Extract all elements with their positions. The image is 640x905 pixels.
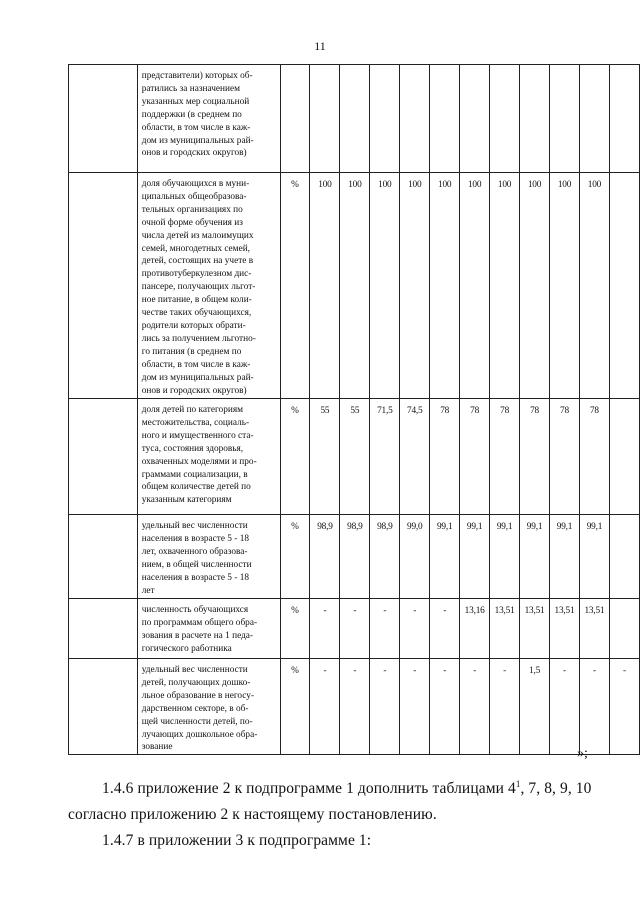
value-cell: 100 [400, 173, 430, 399]
row-number-cell [69, 515, 138, 599]
value-cell [609, 173, 639, 399]
value-cell: - [430, 599, 460, 659]
value-cell [400, 65, 430, 173]
indicator-name-line: пансере, получающих льгот- [141, 282, 256, 293]
paragraph-1-4-6 [102, 780, 592, 798]
value-cell: 13,51 [490, 599, 520, 659]
value-cell: - [370, 659, 400, 755]
value-cell: 100 [579, 173, 609, 399]
value-cell: - [400, 599, 430, 659]
indicator-name-line: ного и имущественного ста- [141, 430, 254, 441]
row-number-cell [69, 659, 138, 755]
indicator-name-cell [137, 659, 280, 755]
value-cell: 100 [370, 173, 400, 399]
value-cell: - [340, 599, 370, 659]
indicator-name-line: области, в том числе в каж- [141, 359, 251, 370]
value-cell: 13,51 [520, 599, 550, 659]
closing-quote: »; [577, 746, 588, 761]
value-cell: 1,5 [520, 659, 550, 755]
value-cell: - [370, 599, 400, 659]
paragraph-1-4-6-text: 1.4.6 приложение 2 к подпрограмме 1 дополнить таблицами 4 [102, 780, 516, 797]
value-cell: 100 [460, 173, 490, 399]
value-cell: 99,1 [550, 515, 580, 599]
value-cell [609, 599, 639, 659]
row-number-cell [69, 65, 138, 173]
value-cell: - [490, 659, 520, 755]
value-cell: 78 [520, 399, 550, 515]
indicator-name-line: нием, в общей численности [141, 559, 252, 570]
indicators-table-body [69, 65, 640, 755]
indicator-name-line: зования в расчете на 1 педа- [141, 630, 254, 641]
value-cell [609, 515, 639, 599]
indicator-name-line: указанным категориям [141, 495, 232, 506]
value-cell [460, 65, 490, 173]
indicator-name-line: граммами социализации, в [141, 469, 248, 480]
indicator-name-line: общем количестве детей по [141, 482, 251, 493]
value-cell: 78 [430, 399, 460, 515]
unit-cell: % [280, 399, 310, 515]
value-cell: 55 [340, 399, 370, 515]
indicator-name-line: указанных мер социальной [141, 96, 250, 107]
indicator-name-line: представители) которых об- [141, 71, 253, 81]
paragraph-1-4-7: 1.4.7 в приложении 3 к подпрограмме 1: [102, 832, 372, 849]
indicator-name-line: тельных организациях по [141, 204, 243, 215]
indicator-name-line: детей, получающих дошко- [141, 677, 251, 688]
value-cell: - [430, 659, 460, 755]
indicator-name-line: детей, состоящих на учете в [141, 256, 254, 267]
indicator-name-line: онов и городских округов) [141, 148, 247, 159]
value-cell: 100 [550, 173, 580, 399]
indicator-name-line: родители которых обрати- [141, 320, 246, 331]
value-cell: 55 [310, 399, 340, 515]
indicator-name-line: противотуберкулезном дис- [141, 269, 252, 280]
superscript: 1 [515, 779, 521, 789]
value-cell: 100 [310, 173, 340, 399]
value-cell: 13,16 [460, 599, 490, 659]
indicator-name-line: доля детей по категориям [141, 405, 243, 415]
value-cell: - [579, 659, 609, 755]
indicator-name-line: лет, охваченного образова- [141, 546, 248, 557]
value-cell: 71,5 [370, 399, 400, 515]
value-cell: 99,1 [520, 515, 550, 599]
value-cell: 99,1 [490, 515, 520, 599]
indicator-name-line: области, в том числе в каж- [141, 122, 251, 133]
value-cell [579, 65, 609, 173]
value-cell [370, 65, 400, 173]
table-row [69, 659, 640, 755]
indicator-name-line: лись за получением льготно- [141, 333, 256, 344]
indicator-name-cell [137, 173, 280, 399]
indicator-name-line: щей численности детей, по- [141, 716, 253, 727]
indicator-name-line: местожительства, социаль- [141, 417, 250, 428]
page-number: 11 [314, 39, 326, 53]
value-cell: 98,9 [310, 515, 340, 599]
table-row [69, 399, 640, 515]
indicator-name-line: поддержки (в среднем по [141, 109, 242, 120]
value-cell: - [310, 599, 340, 659]
value-cell [550, 65, 580, 173]
table-row [69, 515, 640, 599]
indicator-name-cell [137, 599, 280, 659]
value-cell: 99,0 [400, 515, 430, 599]
indicator-name-line: лучающих дошкольное обра- [141, 729, 258, 740]
value-cell [340, 65, 370, 173]
value-cell: 78 [490, 399, 520, 515]
value-cell: 100 [520, 173, 550, 399]
unit-cell: % [280, 659, 310, 755]
indicator-name-line: честве таких обучающихся, [141, 308, 252, 319]
value-cell [609, 65, 639, 173]
indicator-name-line: ратились за назначением [141, 83, 241, 94]
indicator-name-line: зование [141, 742, 173, 753]
indicator-name-cell [137, 515, 280, 599]
indicator-name-line: доля обучающихся в муни- [141, 179, 250, 189]
indicator-name-line: численность обучающихся [141, 605, 249, 615]
paragraph-1-4-6-continued: согласно приложению 2 к настоящему постановлению. [68, 806, 437, 823]
paragraph-1-4-6-tail: , 7, 8, 9, 10 [520, 780, 592, 797]
value-cell [520, 65, 550, 173]
value-cell [490, 65, 520, 173]
value-cell: - [400, 659, 430, 755]
indicator-name-line: туса, состояния здоровья, [141, 443, 244, 454]
value-cell: 100 [430, 173, 460, 399]
value-cell: 99,1 [430, 515, 460, 599]
unit-cell: % [280, 173, 310, 399]
indicator-name-line: дарственном секторе, в об- [141, 703, 249, 714]
table-row [69, 65, 640, 173]
unit-cell: % [280, 515, 310, 599]
table-row [69, 599, 640, 659]
value-cell [310, 65, 340, 173]
indicator-name-line: дом из муниципальных рай- [141, 372, 254, 383]
value-cell: - [460, 659, 490, 755]
value-cell: - [310, 659, 340, 755]
indicator-name-line: охваченных моделями и про- [141, 456, 257, 467]
table-row [69, 173, 640, 399]
value-cell: 78 [579, 399, 609, 515]
indicator-name-line: льное образование в негосу- [141, 690, 255, 701]
indicators-table [68, 64, 640, 755]
indicator-name-line: семей, многодетных семей, [141, 243, 250, 254]
value-cell: 98,9 [340, 515, 370, 599]
indicator-name-line: удельный вес численности [141, 665, 248, 675]
value-cell: - [609, 659, 639, 755]
indicator-name-line: гогического работника [141, 643, 232, 654]
indicator-name-line: населения в возрасте 5 - 18 [141, 533, 249, 544]
indicator-name-line: лет [141, 585, 155, 596]
indicator-name-line: дом из муниципальных рай- [141, 135, 254, 146]
value-cell: 99,1 [460, 515, 490, 599]
indicator-name-line: по программам общего обра- [141, 617, 258, 628]
indicator-name-cell [137, 399, 280, 515]
indicator-name-cell [137, 65, 280, 173]
row-number-cell [69, 173, 138, 399]
indicator-name-line: удельный вес численности [141, 521, 248, 531]
value-cell: 100 [490, 173, 520, 399]
unit-cell [280, 65, 310, 173]
indicator-name-line: го питания (в среднем по [141, 346, 242, 357]
indicator-name-line: числа детей из малоимущих [141, 230, 254, 241]
value-cell: 74,5 [400, 399, 430, 515]
row-number-cell [69, 399, 138, 515]
indicator-name-line: онов и городских округов) [141, 385, 247, 396]
value-cell [609, 399, 639, 515]
value-cell: 78 [550, 399, 580, 515]
value-cell: 78 [460, 399, 490, 515]
indicator-name-line: ное питание, в общем коли- [141, 295, 252, 306]
value-cell: 99,1 [579, 515, 609, 599]
indicator-name-line: ципальных общеобразова- [141, 191, 247, 202]
value-cell: 98,9 [370, 515, 400, 599]
value-cell: - [340, 659, 370, 755]
value-cell: - [550, 659, 580, 755]
value-cell [430, 65, 460, 173]
indicator-name-line: очной форме обучения из [141, 217, 243, 228]
value-cell: 100 [340, 173, 370, 399]
value-cell: 13,51 [579, 599, 609, 659]
value-cell: 13,51 [550, 599, 580, 659]
row-number-cell [69, 599, 138, 659]
indicator-name-line: населения в возрасте 5 - 18 [141, 572, 249, 583]
unit-cell: % [280, 599, 310, 659]
